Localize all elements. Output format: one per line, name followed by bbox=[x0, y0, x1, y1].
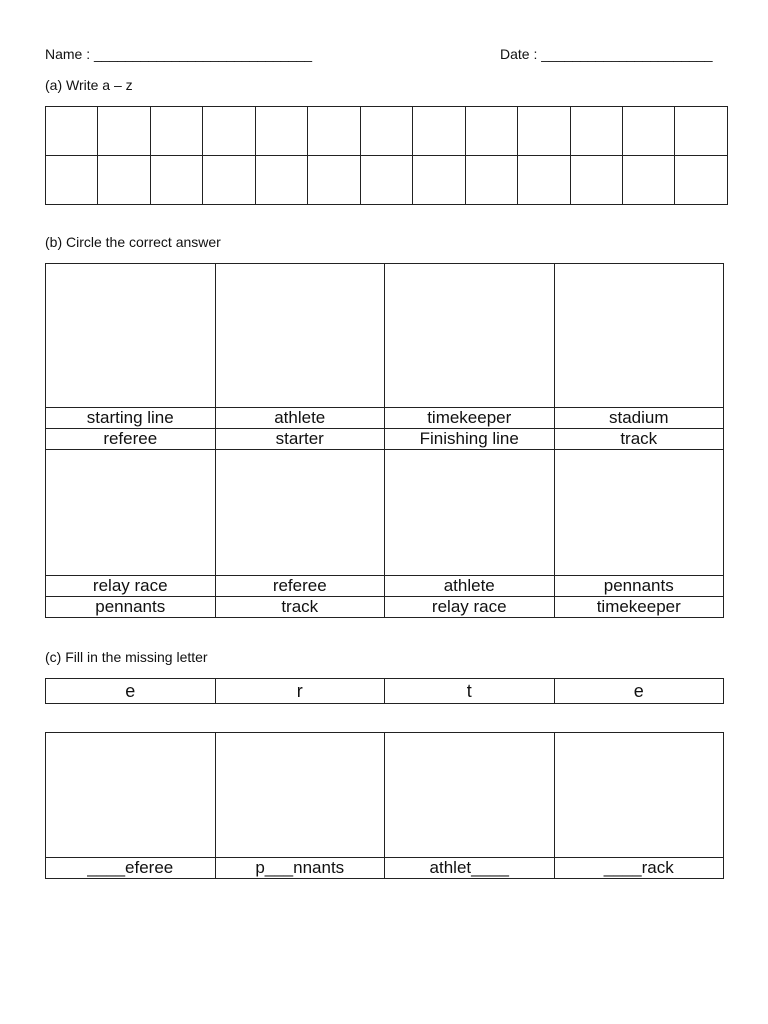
picture-cell bbox=[215, 264, 385, 408]
alphabet-cell[interactable] bbox=[255, 156, 307, 205]
answer-option-row bbox=[46, 597, 724, 618]
section-c-title: (c) Fill in the missing letter bbox=[45, 649, 208, 665]
date-field-label: Date : ______________________ bbox=[500, 46, 713, 62]
alphabet-cell[interactable] bbox=[622, 156, 674, 205]
alphabet-cell[interactable] bbox=[465, 156, 517, 205]
picture-row bbox=[46, 264, 724, 408]
name-field-label: Name : ____________________________ bbox=[45, 46, 313, 62]
alphabet-cell[interactable] bbox=[98, 156, 150, 205]
alphabet-cell[interactable] bbox=[150, 156, 202, 205]
answer-option[interactable]: timekeeper bbox=[554, 597, 724, 618]
picture-cell bbox=[554, 733, 724, 858]
alphabet-cell[interactable] bbox=[570, 107, 622, 156]
answer-option[interactable]: relay race bbox=[385, 597, 555, 618]
picture-cell bbox=[46, 264, 216, 408]
alphabet-cell[interactable] bbox=[675, 107, 728, 156]
answer-option[interactable]: track bbox=[554, 429, 724, 450]
letter-option: r bbox=[215, 679, 385, 704]
fill-word[interactable]: ____rack bbox=[554, 858, 724, 879]
picture-cell bbox=[46, 450, 216, 576]
letter-option: e bbox=[554, 679, 724, 704]
answer-option[interactable]: athlete bbox=[215, 408, 385, 429]
picture-cell bbox=[215, 733, 385, 858]
picture-cell bbox=[554, 264, 724, 408]
answer-option[interactable]: stadium bbox=[554, 408, 724, 429]
alphabet-cell[interactable] bbox=[150, 107, 202, 156]
answer-option-row bbox=[46, 429, 724, 450]
answer-option[interactable]: athlete bbox=[385, 576, 555, 597]
picture-row bbox=[46, 450, 724, 576]
answer-option[interactable]: referee bbox=[46, 429, 216, 450]
alphabet-cell[interactable] bbox=[675, 156, 728, 205]
picture-cell bbox=[385, 450, 555, 576]
fill-word-row bbox=[46, 858, 724, 879]
letter-option: t bbox=[385, 679, 555, 704]
letter-option: e bbox=[46, 679, 216, 704]
missing-letters-bank bbox=[45, 678, 724, 704]
answer-option[interactable]: relay race bbox=[46, 576, 216, 597]
picture-row bbox=[46, 733, 724, 858]
fill-in-letter-table bbox=[45, 732, 724, 879]
alphabet-cell[interactable] bbox=[308, 156, 360, 205]
alphabet-cell[interactable] bbox=[360, 156, 412, 205]
fill-word[interactable]: p___nnants bbox=[215, 858, 385, 879]
alphabet-writing-grid bbox=[45, 106, 728, 205]
alphabet-cell[interactable] bbox=[413, 156, 465, 205]
alphabet-cell[interactable] bbox=[255, 107, 307, 156]
alphabet-grid-row bbox=[46, 156, 728, 205]
alphabet-cell[interactable] bbox=[413, 107, 465, 156]
section-a-title: (a) Write a – z bbox=[45, 77, 133, 93]
alphabet-cell[interactable] bbox=[46, 156, 98, 205]
alphabet-cell[interactable] bbox=[203, 156, 255, 205]
picture-cell bbox=[215, 450, 385, 576]
picture-cell bbox=[385, 733, 555, 858]
fill-word[interactable]: athlet____ bbox=[385, 858, 555, 879]
alphabet-cell[interactable] bbox=[518, 156, 570, 205]
answer-option-row bbox=[46, 408, 724, 429]
alphabet-cell[interactable] bbox=[518, 107, 570, 156]
answer-option[interactable]: referee bbox=[215, 576, 385, 597]
answer-option[interactable]: starter bbox=[215, 429, 385, 450]
picture-cell bbox=[554, 450, 724, 576]
picture-cell bbox=[46, 733, 216, 858]
answer-option[interactable]: starting line bbox=[46, 408, 216, 429]
alphabet-cell[interactable] bbox=[308, 107, 360, 156]
answer-option[interactable]: pennants bbox=[554, 576, 724, 597]
answer-option-row bbox=[46, 576, 724, 597]
alphabet-cell[interactable] bbox=[46, 107, 98, 156]
answer-option[interactable]: Finishing line bbox=[385, 429, 555, 450]
alphabet-cell[interactable] bbox=[98, 107, 150, 156]
alphabet-cell[interactable] bbox=[570, 156, 622, 205]
fill-word[interactable]: ____eferee bbox=[46, 858, 216, 879]
answer-option[interactable]: track bbox=[215, 597, 385, 618]
answer-option[interactable]: timekeeper bbox=[385, 408, 555, 429]
circle-answer-table bbox=[45, 263, 724, 618]
alphabet-cell[interactable] bbox=[360, 107, 412, 156]
alphabet-cell[interactable] bbox=[465, 107, 517, 156]
letter-bank-row bbox=[46, 679, 724, 704]
answer-option[interactable]: pennants bbox=[46, 597, 216, 618]
picture-cell bbox=[385, 264, 555, 408]
alphabet-cell[interactable] bbox=[203, 107, 255, 156]
alphabet-grid-row bbox=[46, 107, 728, 156]
alphabet-cell[interactable] bbox=[622, 107, 674, 156]
section-b-title: (b) Circle the correct answer bbox=[45, 234, 221, 250]
